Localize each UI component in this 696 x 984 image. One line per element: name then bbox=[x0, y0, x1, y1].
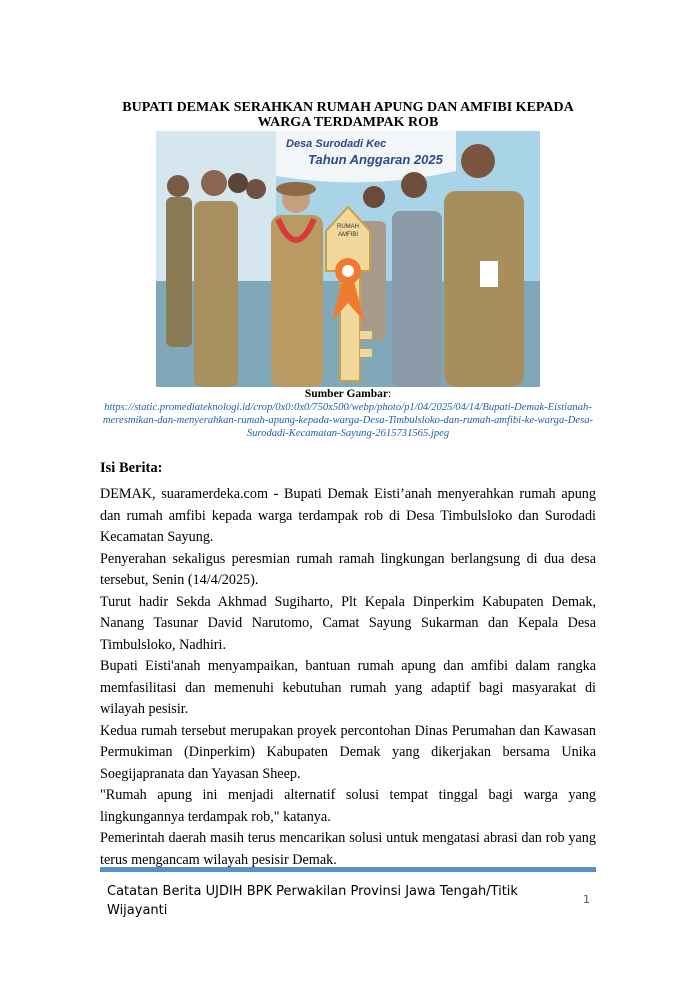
paragraph: Turut hadir Sekda Akhmad Sugiharto, Plt Kepala Dinperkim Kabupaten Demak, Nanang Tasunar David Narutomo, Camat Sayung Sukarman dan Kepala Desa Timbulsloko, Nadhiri. bbox=[100, 593, 596, 653]
paragraph: Penyerahan sekaligus peresmian rumah ramah lingkungan berlangsung di dua desa tersebut, Senin (14/4/2025). bbox=[100, 550, 596, 588]
key-text-1: RUMAH bbox=[337, 224, 359, 230]
paragraph: Kedua rumah tersebut merupakan proyek percontohan Dinas Perumahan dan Kawasan Permukiman (Dinperkim) Kabupaten Demak yang dikerjakan bersama Unika Soegijapranata dan Yayasan Sheep. bbox=[100, 722, 596, 782]
banner-text-2: Tahun Anggaran 2025 bbox=[308, 152, 443, 167]
section-heading: Isi Berita: bbox=[100, 460, 163, 476]
key-text-2: AMFIBI bbox=[337, 232, 359, 238]
banner-text-1: Desa Surodadi Kec bbox=[286, 138, 387, 150]
footer-divider bbox=[100, 867, 596, 872]
paragraph: DEMAK, suaramerdeka.com - Bupati Demak Eisti’anah menyerahkan rumah apung dan rumah amfibi kepada warga terdampak rob di Desa Timbulsloko dan Surodadi Kecamatan Sayung. bbox=[100, 486, 596, 545]
page-number: 1 bbox=[583, 893, 590, 906]
paragraph: "Rumah apung ini menjadi alternatif solusi tempat tinggal bagi warga yang lingkungannya terdampak rob," katanya. bbox=[100, 787, 596, 825]
paragraph: Pemerintah daerah masih terus mencarikan solusi untuk mengatasi abrasi dan rob yang terus mengancam wilayah pesisir Demak. bbox=[100, 830, 596, 868]
image-caption bbox=[100, 388, 596, 440]
photo-illustration bbox=[156, 131, 540, 387]
article-title: BUPATI DEMAK SERAHKAN RUMAH APUNG DAN AMFIBI KEPADA WARGA TERDAMPAK ROB bbox=[122, 100, 574, 130]
article-body bbox=[100, 484, 596, 871]
caption-label: Sumber Gambar bbox=[304, 388, 388, 400]
page-footer: Catatan Berita UJDIH BPK Perwakilan Provinsi Jawa Tengah/Titik Wijayanti bbox=[107, 884, 518, 918]
paragraph: Bupati Eisti'anah menyampaikan, bantuan rumah apung dan amfibi dalam rangka memfasilitasi dan memenuhi kebutuhan rumah yang adaptif bagi masyarakat di wilayah pesisir. bbox=[100, 658, 596, 717]
news-photo bbox=[156, 131, 540, 387]
caption-colon: : bbox=[387, 388, 392, 400]
caption-source-link[interactable]: https://static.promediateknologi.id/crop/0x0:0x0/750x500/webp/photo/p1/04/2025/04/14/Bupati-Demak-Eistianah-meresmikan-dan-menyerahkan-rumah-apung-kepada-warga-Desa-Timbulsloko-dan-rumah-amfibi-ke-warga-Desa-Surodadi-Kecamatan-Sayung-2615731565.jpeg bbox=[102, 402, 594, 439]
